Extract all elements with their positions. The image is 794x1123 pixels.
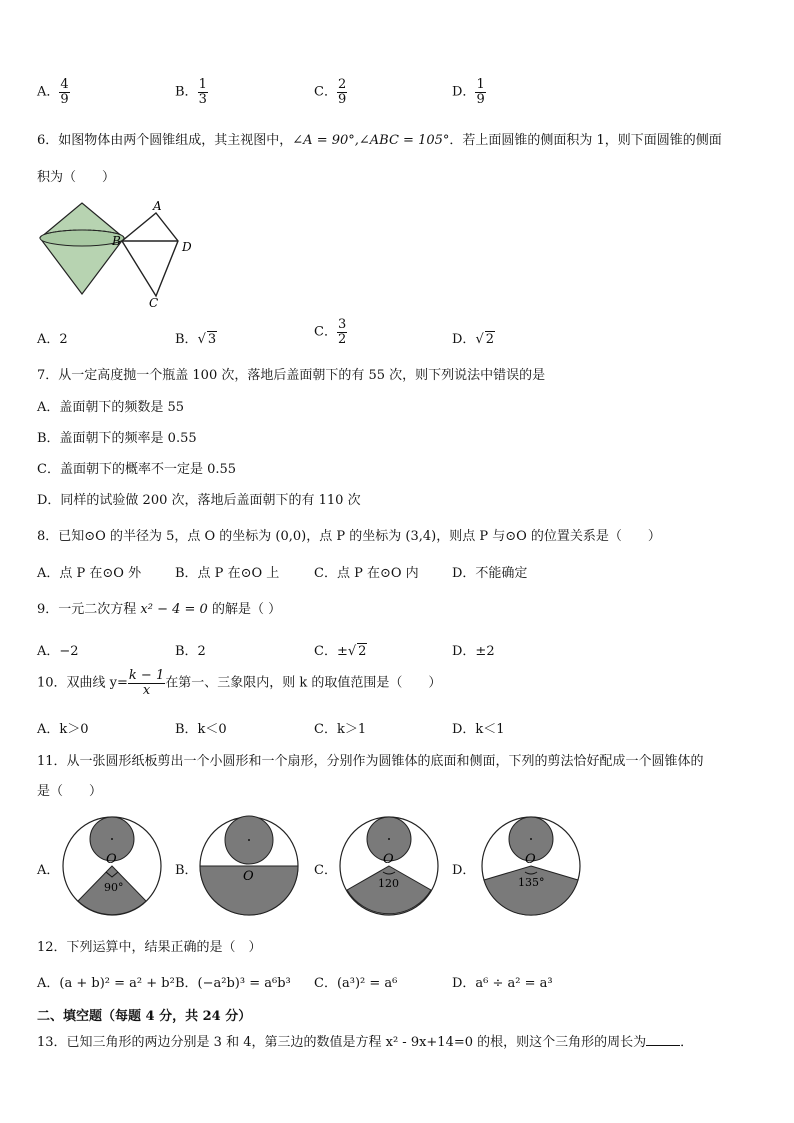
label-c: C: [149, 296, 159, 310]
q12-option-b: B．(−a²b)³ = a⁶b³: [175, 976, 291, 991]
q12-stem: 12．下列运算中，结果正确的是（ ）: [37, 940, 262, 955]
q5-option-d: D． $\frac{1}{9}$: [452, 77, 485, 107]
q7-option-a: A．盖面朝下的频数是 55: [37, 400, 185, 415]
q10-option-b: B．k＜0: [175, 722, 227, 737]
label-d: D: [182, 240, 192, 254]
section-heading-fill-in: 二、填空题（每题 4 分，共 24 分）: [37, 1009, 252, 1024]
q8-option-a: A．点 P 在⊙O 外: [37, 566, 142, 581]
q8-option-c: C．点 P 在⊙O 内: [314, 566, 419, 581]
q11-option-a-label: A．: [37, 863, 60, 878]
q5-option-a: A． $\frac{4}{9}$: [37, 77, 69, 107]
q6-stem-line1: 6．如图物体由两个圆锥组成，其主视图中，∠A = 90°,∠ABC = 105°．若上面圆锥的侧面积为 1，则下面圆锥的侧面: [37, 133, 722, 148]
q7-option-b: B．盖面朝下的频率是 0.55: [37, 431, 197, 446]
center-label: O: [525, 852, 536, 867]
q11-option-d-figure: [480, 815, 582, 917]
q11-option-d-label: D．: [452, 863, 476, 878]
q11-option-c-figure: [338, 815, 440, 917]
q11-stem-line2: 是（ ）: [37, 784, 103, 799]
q10-option-a: A．k＞0: [37, 722, 89, 737]
q6-figure: [36, 198, 206, 310]
q9-option-b: B．2: [175, 644, 206, 659]
q8-option-b: B．点 P 在⊙O 上: [175, 566, 280, 581]
q11-stem-line1: 11．从一张圆形纸板剪出一个小圆形和一个扇形，分别作为圆锥体的底面和侧面，下列的剪法恰好配成一个圆锥体的: [37, 754, 704, 769]
center-label: O: [243, 869, 254, 884]
q5-option-c: C． $\frac{2}{9}$: [314, 77, 347, 107]
q6-stem-line2: 积为（ ）: [37, 170, 116, 185]
q12-option-a: A．(a + b)² = a² + b²: [37, 976, 175, 991]
q9-option-c: C．±√ 2: [314, 644, 367, 659]
angle-label: 135°: [518, 876, 545, 889]
q9-stem: 9．一元二次方程 x² − 4 = 0 的解是（ ）: [37, 602, 282, 617]
q9-option-d: D．±2: [452, 644, 495, 659]
q11-option-a-figure: [61, 815, 163, 917]
q6-option-b: B．√ 3: [175, 332, 217, 347]
angle-label: 120: [378, 877, 399, 890]
center-label: O: [383, 852, 394, 867]
q5-option-b: B． $\frac{1}{3}$: [175, 77, 207, 107]
label-b: B: [112, 234, 121, 248]
q8-option-d: D．不能确定: [452, 566, 528, 581]
q6-option-d: D．√ 2: [452, 332, 495, 347]
label-a: A: [153, 199, 162, 213]
q10-option-c: C．k＞1: [314, 722, 367, 737]
q12-option-d: D．a⁶ ÷ a² = a³: [452, 976, 553, 991]
q6-option-a: A．2: [37, 332, 68, 347]
q12-option-c: C．(a³)² = a⁶: [314, 976, 398, 991]
q10-stem: 10．双曲线 y= $\frac{k - 1}{x}$ 在第一、三象限内，则 k 的取值范围是（ ）: [37, 668, 442, 698]
q9-option-a: A．−2: [37, 644, 79, 659]
q7-option-c: C．盖面朝下的概率不一定是 0.55: [37, 462, 237, 477]
q7-option-d: D．同样的试验做 200 次，落地后盖面朝下的有 110 次: [37, 493, 361, 508]
front-view-drawing: [122, 213, 178, 296]
q7-stem: 7．从一定高度抛一个瓶盖 100 次，落地后盖面朝下的有 55 次，则下列说法中错误的是: [37, 368, 546, 383]
q8-stem: 8．已知⊙O 的半径为 5，点 O 的坐标为 (0,0)，点 P 的坐标为 (3,4)，则点 P 与⊙O 的位置关系是（ ）: [37, 529, 661, 544]
center-label: O: [106, 852, 117, 867]
q13-stem: 13．已知三角形的两边分别是 3 和 4，第三边的数值是方程 x² - 9x+14=0 的根，则这个三角形的周长为 ．: [37, 1035, 694, 1050]
double-cone-drawing: [40, 203, 124, 294]
angle-label: 90°: [104, 881, 124, 894]
q11-option-c-label: C．: [314, 863, 337, 878]
q11-option-b-label: B．: [175, 863, 198, 878]
q11-option-b-figure: [198, 815, 300, 917]
q6-option-c: C． $\frac{3}{2}$: [314, 317, 347, 347]
answer-blank[interactable]: [646, 1033, 680, 1046]
q10-option-d: D．k＜1: [452, 722, 505, 737]
